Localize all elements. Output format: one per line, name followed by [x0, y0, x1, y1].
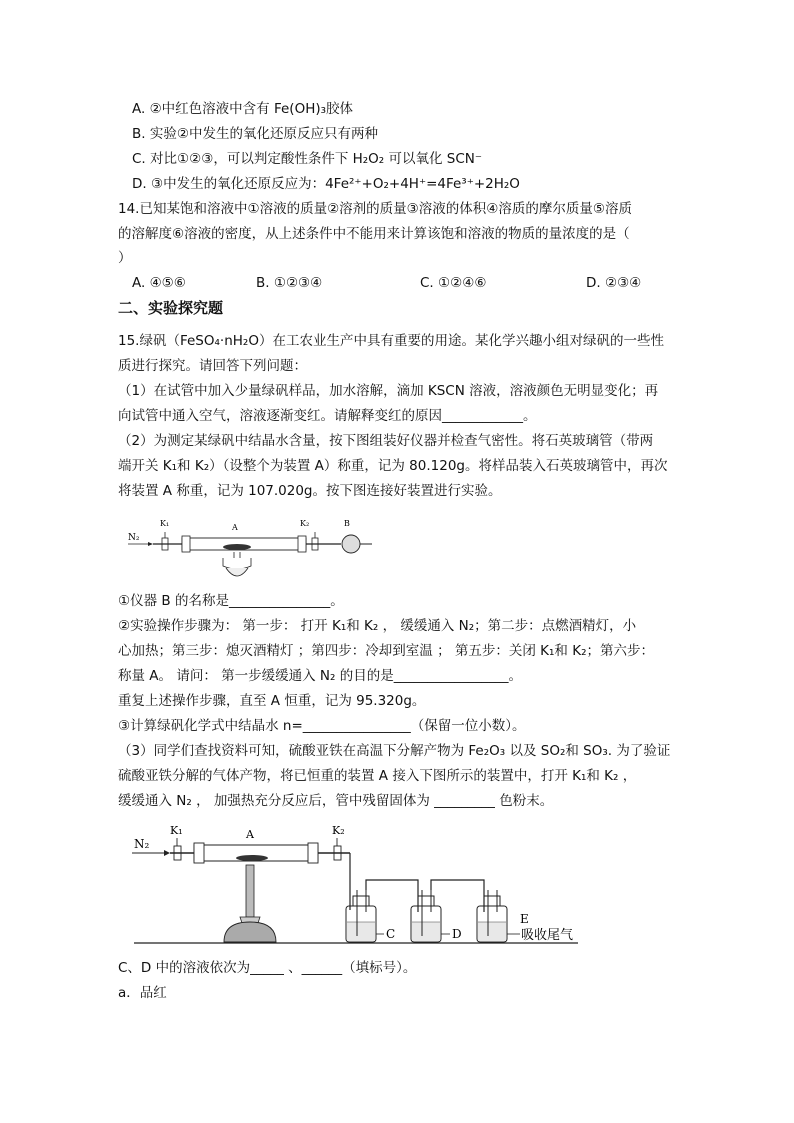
q13-option-b: B. 实验②中发生的氧化还原反应只有两种 [132, 126, 378, 142]
fig2-k1-label: K₁ [170, 824, 183, 837]
q14-option-a: A. ④⑤⑥ [132, 275, 186, 291]
fig1-alcohol-lamp [226, 568, 248, 576]
fig2-bottle-d [411, 890, 441, 942]
q14-stem-line3: ） [118, 250, 132, 266]
fig1-b-label: B [344, 519, 350, 528]
q15-option-a-pinhong: a．品红 [118, 985, 167, 1001]
fig1-drying-tube-b [342, 535, 360, 553]
q14-option-d: D. ②③④ [586, 275, 642, 291]
q15-part3-line3: 缓缓通入 N₂ ， 加强热充分反应后，管中残留固体为 _________ 色粉末。 [118, 793, 554, 809]
fig1-k2-label: K₂ [300, 519, 310, 528]
q15-step2-line2: 心加热；第三步：熄灭酒精灯 ；第四步：冷却到室温 ； 第五步：关闭 K₁和 K₂；第六步： [118, 643, 654, 659]
q15-part2-line1: （2）为测定某绿矾中结晶水含量，按下图组装好仪器并检查气密性。将石英玻璃管（带两 [118, 433, 654, 449]
q15-intro-line1: 15.绿矾（FeSO₄·nH₂O）在工农业生产中具有重要的用途。某化学兴趣小组对绿矾的一些性 [118, 333, 664, 349]
fig2-burner [224, 922, 276, 942]
fig2-a-label: A [246, 828, 254, 841]
q15-step2-line3: 称量 A。 请问： 第一步缓缓通入 N₂ 的目的是_________________。 [118, 668, 522, 684]
apparatus-diagram-2 [128, 820, 584, 950]
q15-part3-line1: （3）同学们查找资料可知，硫酸亚铁在高温下分解产物为 Fe₂O₃ 以及 SO₂和 SO₃. 为了验证 [118, 743, 671, 759]
q13-option-c: C. 对比①②③，可以判定酸性条件下 H₂O₂ 可以氧化 SCN⁻ [132, 151, 483, 167]
q15-step3: ③计算绿矾化学式中结晶水 n=________________（保留一位小数）。 [118, 718, 526, 734]
fig2-burner-stand [246, 865, 254, 917]
q15-part2-line3: 将装置 A 称重，记为 107.020g。按下图连接好装置进行实验。 [118, 483, 502, 499]
fig2-bottle-e [477, 890, 507, 942]
q15-part2-line2: 端开关 K₁和 K₂）（设整个为装置 A）称重，记为 80.120g。将样品装入石英玻璃管中，再次 [118, 458, 668, 474]
q14-option-c: C. ①②④⑥ [420, 275, 487, 291]
q13-option-d: D. ③中发生的氧化还原反应为：4Fe²⁺+O₂+4H⁺=4Fe³⁺+2H₂O [132, 176, 520, 192]
fig1-arrowhead [148, 542, 153, 546]
q14-stem-line2: 的溶解度⑥溶液的密度，从上述条件中不能用来计算该饱和溶液的物质的量浓度的是（ [118, 226, 630, 242]
fig1-sample [223, 544, 251, 550]
apparatus-figure-2 [128, 820, 584, 950]
q15-part3-line2: 硫酸亚铁分解的气体产物，将已恒重的装置 A 接入下图所示的装置中，打开 K₁和 K₂ ， [118, 768, 637, 784]
fig2-e-label: E [520, 912, 529, 926]
q14-option-b: B. ①②③④ [256, 275, 323, 291]
fig2-sample [236, 855, 268, 861]
fig1-n2-label: N₂ [128, 533, 140, 543]
q15-intro-line2: 质进行探究。请回答下列问题： [118, 358, 307, 374]
section-title: 二、实验探究题 [118, 299, 224, 317]
fig2-k2-label: K₂ [332, 824, 345, 837]
apparatus-diagram-1 [126, 514, 376, 586]
q15-part1-line1: （1）在试管中加入少量绿矾样品，加水溶解，滴加 KSCN 溶液，溶液颜色无明显变化；再 [118, 383, 659, 399]
q15-part1-line2: 向试管中通入空气，溶液逐渐变红。请解释变红的原因____________。 [118, 408, 537, 424]
apparatus-figure-1 [126, 514, 376, 586]
q15-part3-line4: C、D 中的溶液依次为_____ 、______（填标号）。 [118, 960, 417, 976]
fig2-c-label: C [386, 927, 396, 941]
fig2-n2-label: N₂ [134, 837, 150, 851]
q15-step2-line1: ②实验操作步骤为： 第一步： 打开 K₁和 K₂ ， 缓缓通入 N₂；第二步：点燃酒精灯，小 [118, 618, 637, 634]
q14-stem-line1: 14.已知某饱和溶液中①溶液的质量②溶剂的质量③溶液的体积④溶质的摩尔质量⑤溶质 [118, 201, 632, 217]
q15-step1: ①仪器 B 的名称是_______________。 [118, 593, 344, 609]
q13-option-a: A. ②中红色溶液中含有 Fe(OH)₃胶体 [132, 101, 354, 117]
fig2-tail-gas-label: 吸收尾气 [521, 928, 574, 943]
q15-step2-line4: 重复上述操作步骤，直至 A 恒重，记为 95.320g。 [118, 693, 426, 709]
fig1-a-label: A [232, 523, 238, 532]
fig2-d-label: D [452, 927, 462, 941]
fig1-k1-label: K₁ [160, 519, 170, 528]
